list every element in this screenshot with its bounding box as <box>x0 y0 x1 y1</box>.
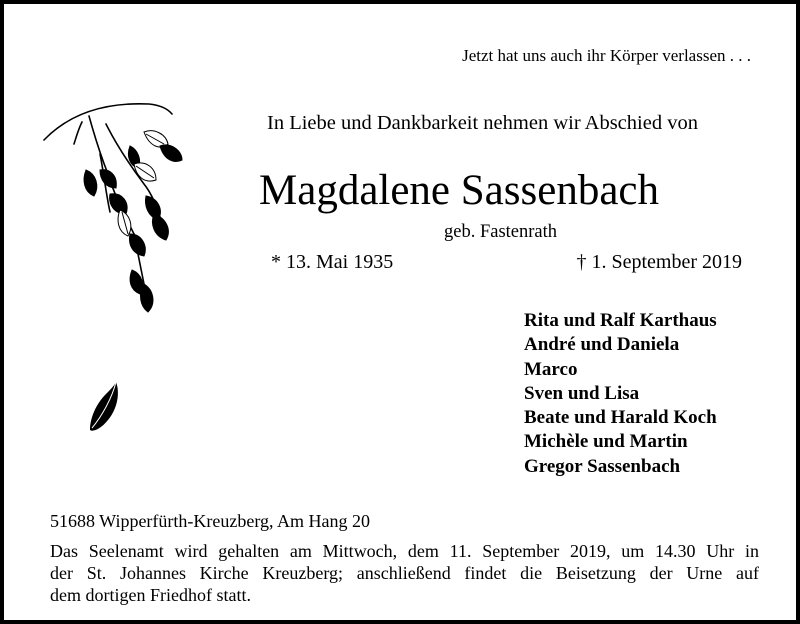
mourner-name: Gregor Sassenbach <box>524 455 681 477</box>
notice-line: der St. Johannes Kirche Kreuzberg; anschließend findet die Beisetzung der Urne auf <box>50 563 759 583</box>
deceased-name: Magdalene Sassenbach <box>259 167 659 214</box>
mourner-name: Beate und Harald Koch <box>524 407 717 429</box>
mourner-name: Rita und Ralf Karthaus <box>524 310 717 331</box>
mourner-name: André und Daniela <box>524 334 680 356</box>
death-date: † 1. September 2019 <box>576 251 742 273</box>
notice-line: Das Seelenamt wird gehalten am Mittwoch, dem 11. September 2019, um 14.30 Uhr in <box>50 541 759 561</box>
mourner-name: Michèle und Martin <box>524 431 688 453</box>
intro-line: In Liebe und Dankbarkeit nehmen wir Abschied von <box>267 112 698 134</box>
mourner-name: Sven und Lisa <box>524 382 640 404</box>
mourner-name: Marco <box>524 358 578 380</box>
quote: Jetzt hat uns auch ihr Körper verlassen . . . <box>462 46 751 65</box>
maiden-name: geb. Fastenrath <box>444 222 558 242</box>
falling-leaf-icon <box>86 378 126 438</box>
address: 51688 Wipperfürth-Kreuzberg, Am Hang 20 <box>50 511 371 531</box>
funeral-notice <box>50 540 759 606</box>
mourners-list <box>524 309 717 479</box>
notice-line: dem dortigen Friedhof statt. <box>50 585 251 605</box>
birth-date: * 13. Mai 1935 <box>271 251 394 273</box>
